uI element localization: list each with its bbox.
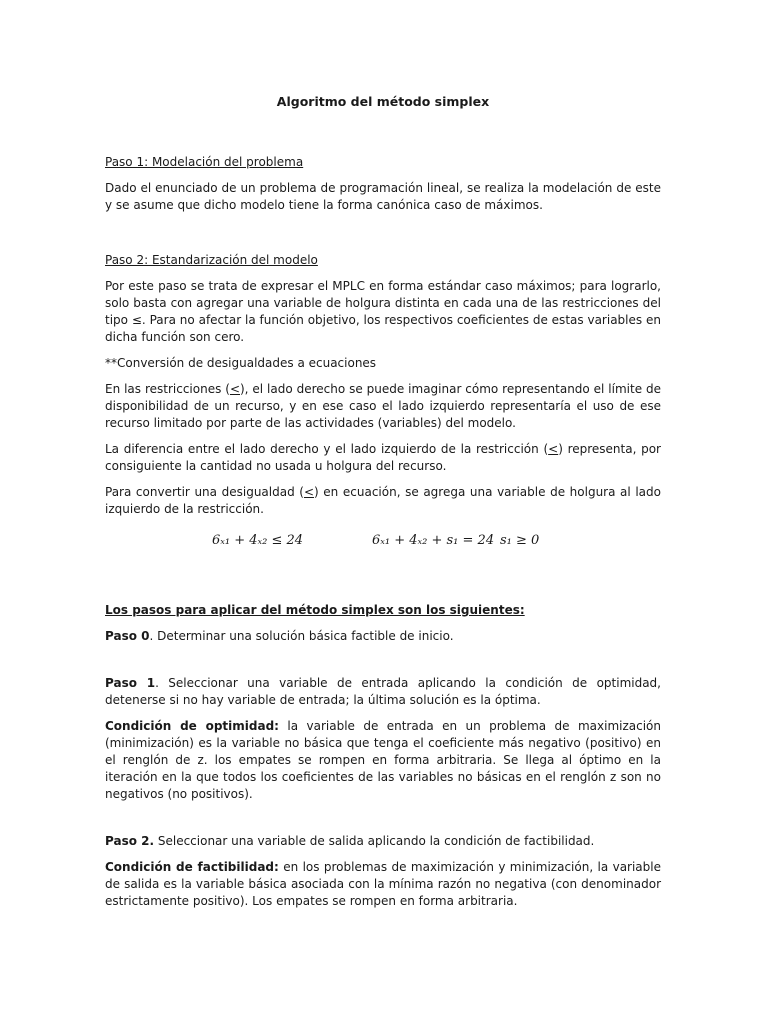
diferencia-paragraph: La diferencia entre el lado derecho y el lado izquierdo de la restricción (<) representa, por consiguiente la cantidad no usada u holgura del recurso. bbox=[105, 442, 661, 473]
nonnegativity-equation: s₁ ≥ 0 bbox=[500, 533, 540, 548]
paso2-paragraph: Por este paso se trata de expresar el MPLC en forma estándar caso máximos; para lograrlo, solo basta con agregar una variable de holgura distinta en cada una de las restricciones del tipo ≤. Para no afectar la función objetivo, los respectivos coeficientes de estas variables en dicha función son cero. bbox=[105, 279, 661, 344]
paso0-paragraph: Paso 0. Determinar una solución básica factible de inicio. bbox=[105, 629, 454, 643]
factibilidad-paragraph: Condición de factibilidad: en los problemas de maximización y minimización, la variable de salida es la variable básica asociada con la mínima razón no negativa (con denominador estrictamente positivo). Los empates se rompen en forma arbitraria. bbox=[105, 860, 661, 908]
optimidad-paragraph: Condición de optimidad: la variable de entrada en un problema de maximización (minimización) es la variable no básica que tenga el coeficiente más negativo (positivo) en el renglón de z. los empates se rompen en forma arbitraria. Se llega al óptimo en la iteración en la que todos los coeficientes de las variables no básicas en el renglón z son no negativos (no positivos). bbox=[105, 719, 661, 801]
document-page bbox=[105, 93, 661, 919]
convertir-paragraph: Para convertir una desigualdad (<) en ecuación, se agrega una variable de holgura al lado izquierdo de la restricción. bbox=[105, 485, 661, 516]
paso1-heading: Paso 1: Modelación del problema bbox=[105, 155, 304, 169]
le-symbol: < bbox=[303, 485, 315, 499]
paso1-paragraph: Dado el enunciado de un problema de programación lineal, se realiza la modelación de este y se asume que dicho modelo tiene la forma canónica caso de máximos. bbox=[105, 181, 661, 212]
le-symbol: < bbox=[548, 442, 559, 456]
document-title: Algoritmo del método simplex bbox=[276, 94, 490, 109]
slack-equation: 6ₓ₁ + 4ₓ₂ + s₁ = 24 bbox=[372, 533, 495, 548]
simplex-steps-heading: Los pasos para aplicar del método simplex son los siguientes: bbox=[105, 603, 525, 617]
conversion-subheading: **Conversión de desigualdades a ecuaciones bbox=[105, 356, 377, 370]
equations-row bbox=[105, 532, 661, 562]
paso1-simplex-paragraph: Paso 1. Seleccionar una variable de entrada aplicando la condición de optimidad, detenerse si no hay variable de entrada; la última solución es la óptima. bbox=[105, 676, 661, 707]
restricciones-paragraph: En las restricciones (<), el lado derecho se puede imaginar cómo representando el límite de disponibilidad de un recurso, y en ese caso el lado izquierdo representaría el uso de ese recurso limitado por parte de las actividades (variables) del modelo. bbox=[105, 382, 661, 430]
le-symbol: < bbox=[229, 382, 240, 396]
paso2-simplex-paragraph: Paso 2. Seleccionar una variable de salida aplicando la condición de factibilidad. bbox=[105, 834, 595, 848]
inequality-equation: 6ₓ₁ + 4ₓ₂ ≤ 24 bbox=[212, 533, 304, 548]
paso2-heading: Paso 2: Estandarización del modelo bbox=[105, 253, 318, 267]
